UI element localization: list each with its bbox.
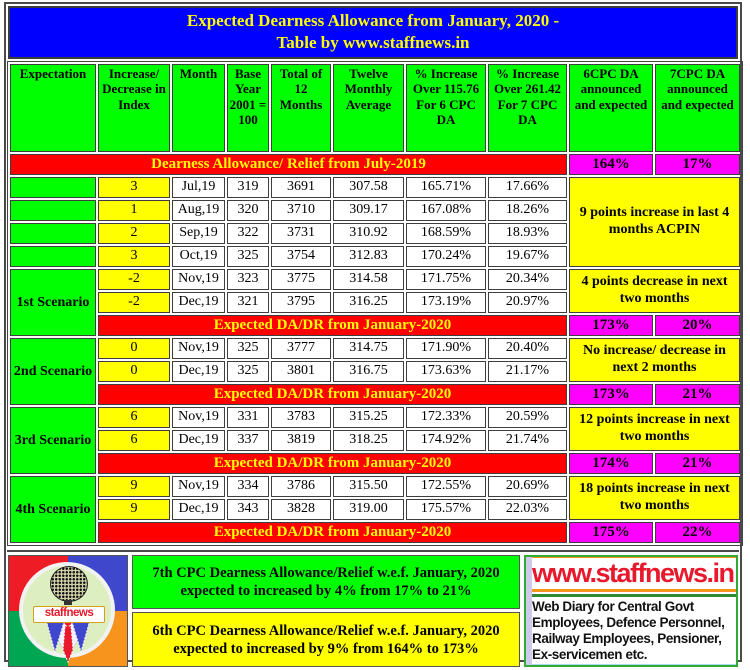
expected-label: Expected DA/DR from January-2020 [98, 453, 567, 474]
tricolor-divider [532, 589, 736, 597]
cell-pct6: 172.55% [406, 476, 486, 497]
cell-pct6: 175.57% [406, 499, 486, 520]
cell-pct6: 173.63% [406, 361, 486, 382]
cell-pct7: 20.97% [488, 292, 567, 313]
cpc6-value: 173% [569, 384, 653, 405]
cell-month: Jul,19 [172, 177, 225, 198]
col-expectation: Expectation [10, 64, 96, 152]
expectation-cell [10, 223, 96, 244]
cell-delta: 9 [98, 499, 170, 520]
cell-month: Oct,19 [172, 246, 225, 267]
cell-month: Aug,19 [172, 200, 225, 221]
cell-month: Dec,19 [172, 361, 225, 382]
note-scenario-3: 12 points increase in next two months [569, 407, 740, 451]
cell-pct6: 171.90% [406, 338, 486, 359]
cell-avg: 318.25 [333, 430, 404, 451]
col-delta: Increase/ Decrease in Index [98, 64, 170, 152]
month-row-nov-s3 [10, 407, 740, 428]
cell-delta: 9 [98, 476, 170, 497]
cell-avg: 319.00 [333, 499, 404, 520]
cell-pct7: 20.34% [488, 269, 567, 290]
site-url: www.staffnews.in [532, 558, 734, 589]
scenario-label-4: 4th Scenario [10, 476, 96, 543]
expectation-cell [10, 246, 96, 267]
cpc6-value: 174% [569, 453, 653, 474]
cell-base: 319 [227, 177, 269, 198]
tricolor-green [532, 594, 736, 597]
cpc7-value: 17% [655, 154, 740, 175]
cell-avg: 316.25 [333, 292, 404, 313]
expected-row-s1 [10, 315, 740, 336]
cell-base: 325 [227, 246, 269, 267]
cell-delta: 1 [98, 200, 170, 221]
cell-pct7: 20.40% [488, 338, 567, 359]
col-cpc7: 7CPC DA announced and expected [655, 64, 740, 152]
scenario-label-1: 1st Scenario [10, 269, 96, 336]
cell-pct7: 17.66% [488, 177, 567, 198]
cell-month: Sep,19 [172, 223, 225, 244]
cell-avg: 314.75 [333, 338, 404, 359]
cell-pct7: 19.67% [488, 246, 567, 267]
cell-base: 322 [227, 223, 269, 244]
note-acpin: 9 points increase in last 4 months ACPIN [569, 177, 740, 267]
cell-total: 3710 [271, 200, 331, 221]
cell-total: 3783 [271, 407, 331, 428]
microphone-icon [50, 566, 88, 602]
expected-row-s3 [10, 453, 740, 474]
cell-base: 331 [227, 407, 269, 428]
cell-month: Nov,19 [172, 476, 225, 497]
cpc7-value: 20% [655, 315, 740, 336]
cell-total: 3754 [271, 246, 331, 267]
note-6cpc: 6th CPC Dearness Allowance/Relief w.e.f. January, 2020 expected to increased by 9% from 164% to 173% [132, 612, 520, 667]
cell-delta: 2 [98, 223, 170, 244]
page-title [8, 6, 738, 59]
cell-pct7: 18.26% [488, 200, 567, 221]
cell-total: 3801 [271, 361, 331, 382]
cell-pct7: 20.59% [488, 407, 567, 428]
page-frame [4, 2, 742, 662]
cell-delta: -2 [98, 269, 170, 290]
band-row-july2019 [10, 154, 740, 175]
expected-label: Expected DA/DR from January-2020 [98, 522, 567, 543]
month-row-nov-s4 [10, 476, 740, 497]
cell-base: 320 [227, 200, 269, 221]
cell-total: 3731 [271, 223, 331, 244]
cell-month: Nov,19 [172, 269, 225, 290]
cpc6-value: 175% [569, 522, 653, 543]
cell-pct7: 22.03% [488, 499, 567, 520]
expected-label: Expected DA/DR from January-2020 [98, 315, 567, 336]
month-row-jul [10, 177, 740, 198]
cell-delta: 6 [98, 430, 170, 451]
orange-bar [532, 557, 736, 558]
tricolor-orange [532, 589, 736, 592]
cell-base: 325 [227, 361, 269, 382]
month-row-nov-s1 [10, 269, 740, 290]
scenario-label-3: 3rd Scenario [10, 407, 96, 474]
cell-pct6: 172.33% [406, 407, 486, 428]
cell-base: 325 [227, 338, 269, 359]
month-row-nov-s2 [10, 338, 740, 359]
cell-avg: 309.17 [333, 200, 404, 221]
cell-delta: 3 [98, 177, 170, 198]
cell-pct7: 18.93% [488, 223, 567, 244]
cell-pct6: 173.19% [406, 292, 486, 313]
col-pct7: % Increase Over 261.42 For 7 CPC DA [488, 64, 567, 152]
site-tagline: Web Diary for Central Govt Employees, Defence Personnel, Railway Employees, Pensioner, Ex-servicemen etc. [532, 599, 725, 663]
cell-base: 334 [227, 476, 269, 497]
cell-total: 3828 [271, 499, 331, 520]
cell-pct6: 174.92% [406, 430, 486, 451]
note-scenario-4: 18 points increase in next two months [569, 476, 740, 520]
cell-month: Nov,19 [172, 338, 225, 359]
expectation-cell [10, 177, 96, 198]
cell-pct7: 20.69% [488, 476, 567, 497]
cell-pct6: 167.08% [406, 200, 486, 221]
cpc7-value: 22% [655, 522, 740, 543]
col-cpc6: 6CPC DA announced and expected [569, 64, 653, 152]
cell-base: 321 [227, 292, 269, 313]
cell-avg: 312.83 [333, 246, 404, 267]
header-row [10, 64, 740, 152]
expectation-cell [10, 200, 96, 221]
footer-notes [132, 555, 520, 667]
footer [7, 550, 739, 667]
col-total: Total of 12 Months [271, 64, 331, 152]
cell-avg: 310.92 [333, 223, 404, 244]
expected-row-s4 [10, 522, 740, 543]
cell-pct6: 168.59% [406, 223, 486, 244]
cpc7-value: 21% [655, 453, 740, 474]
cell-month: Nov,19 [172, 407, 225, 428]
cell-month: Dec,19 [172, 499, 225, 520]
da-table [7, 61, 743, 546]
cell-avg: 316.75 [333, 361, 404, 382]
cell-delta: 3 [98, 246, 170, 267]
cell-base: 323 [227, 269, 269, 290]
cell-avg: 315.25 [333, 407, 404, 428]
blue-bar [532, 664, 736, 665]
logo-wordmark: staffnews [33, 606, 105, 623]
col-month: Month [172, 64, 225, 152]
cell-total: 3819 [271, 430, 331, 451]
cell-avg: 307.58 [333, 177, 404, 198]
cell-pct7: 21.17% [488, 361, 567, 382]
cpc6-value: 173% [569, 315, 653, 336]
col-pct6: % Increase Over 115.76 For 6 CPC DA [406, 64, 486, 152]
cell-pct6: 170.24% [406, 246, 486, 267]
cell-avg: 315.50 [333, 476, 404, 497]
note-scenario-2: No increase/ decrease in next 2 months [569, 338, 740, 382]
cell-pct6: 165.71% [406, 177, 486, 198]
scenario-label-2: 2nd Scenario [10, 338, 96, 405]
title-line-2: Table by www.staffnews.in [276, 33, 470, 53]
col-avg: Twelve Monthly Average [333, 64, 404, 152]
expected-row-s2 [10, 384, 740, 405]
cpc7-value: 21% [655, 384, 740, 405]
cell-month: Dec,19 [172, 430, 225, 451]
cell-total: 3777 [271, 338, 331, 359]
note-7cpc: 7th CPC Dearness Allowance/Relief w.e.f. January, 2020 expected to increased by 4% from 17% to 21% [132, 555, 520, 610]
expected-label: Expected DA/DR from January-2020 [98, 384, 567, 405]
cell-total: 3775 [271, 269, 331, 290]
cell-pct6: 171.75% [406, 269, 486, 290]
cell-total: 3786 [271, 476, 331, 497]
cell-base: 337 [227, 430, 269, 451]
cell-delta: 0 [98, 338, 170, 359]
cell-pct7: 21.74% [488, 430, 567, 451]
brand-box [524, 555, 738, 667]
cell-month: Dec,19 [172, 292, 225, 313]
cell-delta: 6 [98, 407, 170, 428]
col-base: Base Year 2001 = 100 [227, 64, 269, 152]
suit-tie-icon [38, 620, 98, 669]
cell-avg: 314.58 [333, 269, 404, 290]
cpc6-value: 164% [569, 154, 653, 175]
cell-base: 343 [227, 499, 269, 520]
cell-delta: -2 [98, 292, 170, 313]
note-scenario-1: 4 points decrease in next two months [569, 269, 740, 313]
staffnews-logo [8, 555, 128, 667]
title-line-1: Expected Dearness Allowance from January, 2020 - [186, 11, 560, 30]
cell-total: 3795 [271, 292, 331, 313]
band-label: Dearness Allowance/ Relief from July-2019 [10, 154, 567, 175]
cell-total: 3691 [271, 177, 331, 198]
lavender-strip [526, 557, 532, 665]
cell-delta: 0 [98, 361, 170, 382]
